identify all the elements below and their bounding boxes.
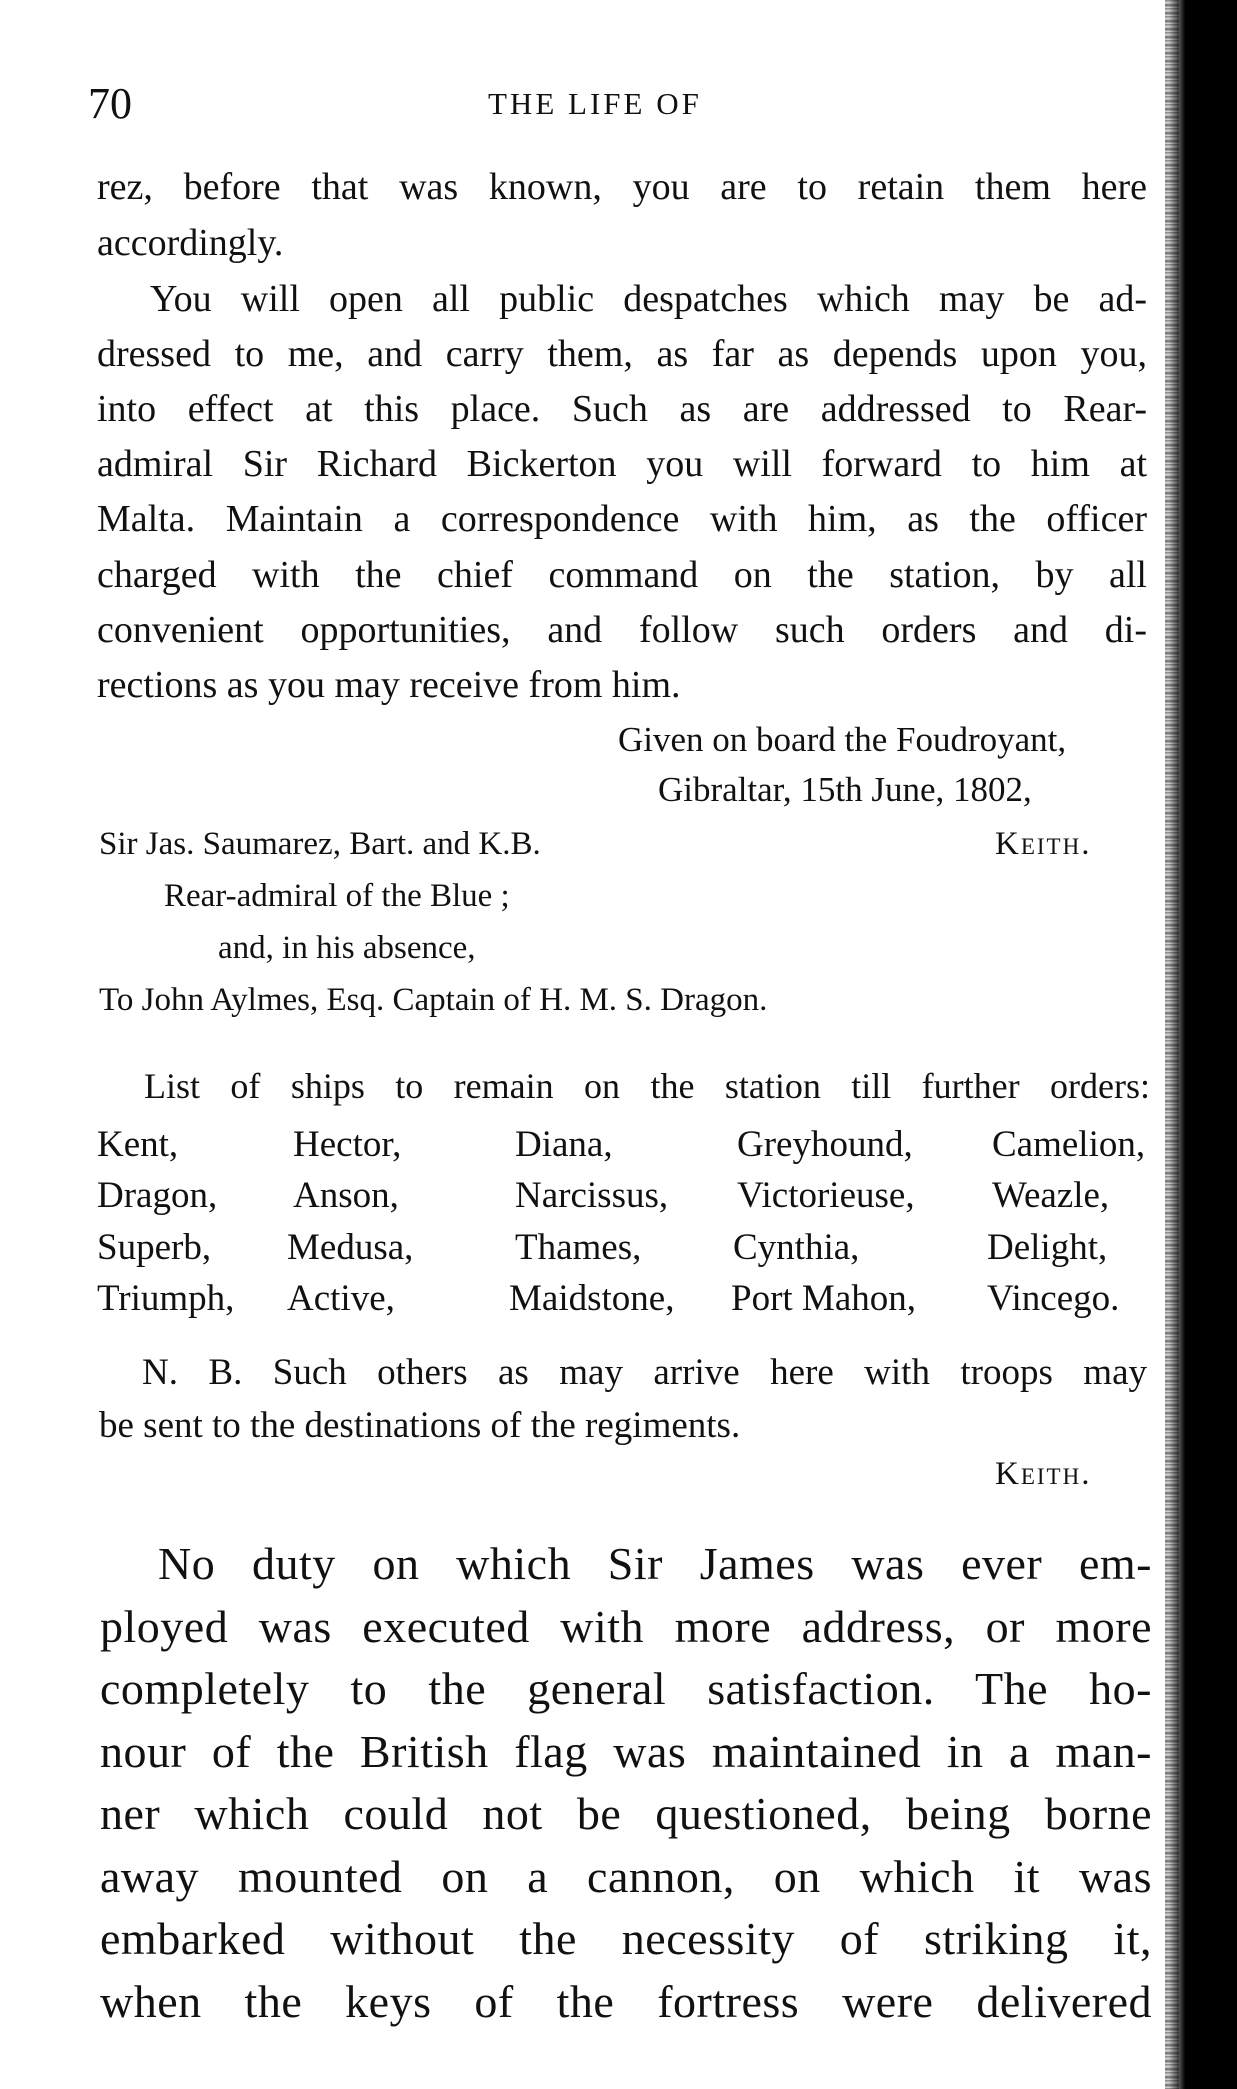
ship-name: Narcissus,: [515, 1175, 669, 1216]
narrative-line: nour of the British flag was maintained in a man-: [100, 1726, 1152, 1777]
address-line-4: To John Aylmes, Esq. Captain of H. M. S. Dragon.: [99, 982, 768, 1018]
ship-name: Victorieuse,: [737, 1175, 915, 1216]
ships-heading: List of ships to remain on the station till further orders:: [144, 1066, 1150, 1106]
ship-name: Camelion,: [992, 1124, 1146, 1165]
narrative-line: completely to the general satisfaction. The ho-: [100, 1663, 1152, 1714]
body-line: You will open all public despatches which may be ad-: [150, 278, 1147, 320]
narrative-line: when the keys of the fortress were delivered: [100, 1976, 1152, 2027]
page-number: 70: [88, 79, 132, 128]
dateline-line-2: Gibraltar, 15th June, 1802,: [658, 770, 1032, 809]
body-line: charged with the chief command on the station, by all: [97, 554, 1147, 596]
narrative-line: away mounted on a cannon, on which it was: [100, 1851, 1152, 1902]
signature: Keith.: [995, 826, 1092, 862]
ship-name: Medusa,: [287, 1227, 414, 1268]
narrative-line: ployed was executed with more address, or more: [100, 1601, 1152, 1652]
body-line: rections as you may receive from him.: [97, 664, 681, 706]
ship-name: Diana,: [515, 1124, 613, 1165]
body-line: admiral Sir Richard Bickerton you will forward to him at: [97, 443, 1147, 485]
ship-name: Greyhound,: [737, 1124, 913, 1165]
narrative-line: ner which could not be questioned, being borne: [100, 1788, 1152, 1839]
ship-name: Cynthia,: [733, 1227, 860, 1268]
ship-name: Kent,: [97, 1124, 179, 1165]
ship-name: Dragon,: [97, 1175, 218, 1216]
page-gutter-shadow: [1169, 0, 1237, 2089]
running-head: THE LIFE OF: [488, 86, 702, 121]
body-line: accordingly.: [97, 222, 284, 264]
nb-line-2: be sent to the destinations of the regiments.: [99, 1405, 741, 1446]
ship-name: Weazle,: [992, 1175, 1110, 1216]
address-line-3: and, in his absence,: [218, 930, 476, 966]
narrative-line: No duty on which Sir James was ever em-: [158, 1538, 1152, 1589]
body-line: dressed to me, and carry them, as far as depends upon you,: [97, 333, 1147, 375]
address-line-2: Rear-admiral of the Blue ;: [164, 878, 510, 914]
ship-name: Superb,: [97, 1227, 212, 1268]
ship-name: Active,: [287, 1278, 395, 1319]
body-line: Malta. Maintain a correspondence with him, as the officer: [97, 498, 1147, 540]
ship-name: Port Mahon,: [731, 1278, 916, 1319]
ship-name: Triumph,: [97, 1278, 235, 1319]
narrative-line: embarked without the necessity of striking it,: [100, 1913, 1152, 1964]
dateline-line-1: Given on board the Foudroyant,: [618, 720, 1067, 759]
ship-name: Delight,: [987, 1227, 1108, 1268]
nb-signature: Keith.: [995, 1456, 1092, 1492]
body-line: convenient opportunities, and follow such orders and di-: [97, 609, 1147, 651]
ship-name: Vincego.: [987, 1278, 1120, 1319]
body-line: into effect at this place. Such as are addressed to Rear-: [97, 388, 1147, 430]
ship-name: Anson,: [293, 1175, 399, 1216]
body-line: rez, before that was known, you are to retain them here: [97, 166, 1147, 208]
nb-line-1: N. B. Such others as may arrive here with troops may: [142, 1352, 1147, 1393]
address-line-1: Sir Jas. Saumarez, Bart. and K.B.: [99, 826, 541, 862]
ship-name: Maidstone,: [509, 1278, 675, 1319]
ship-name: Hector,: [293, 1124, 402, 1165]
ship-name: Thames,: [515, 1227, 642, 1268]
